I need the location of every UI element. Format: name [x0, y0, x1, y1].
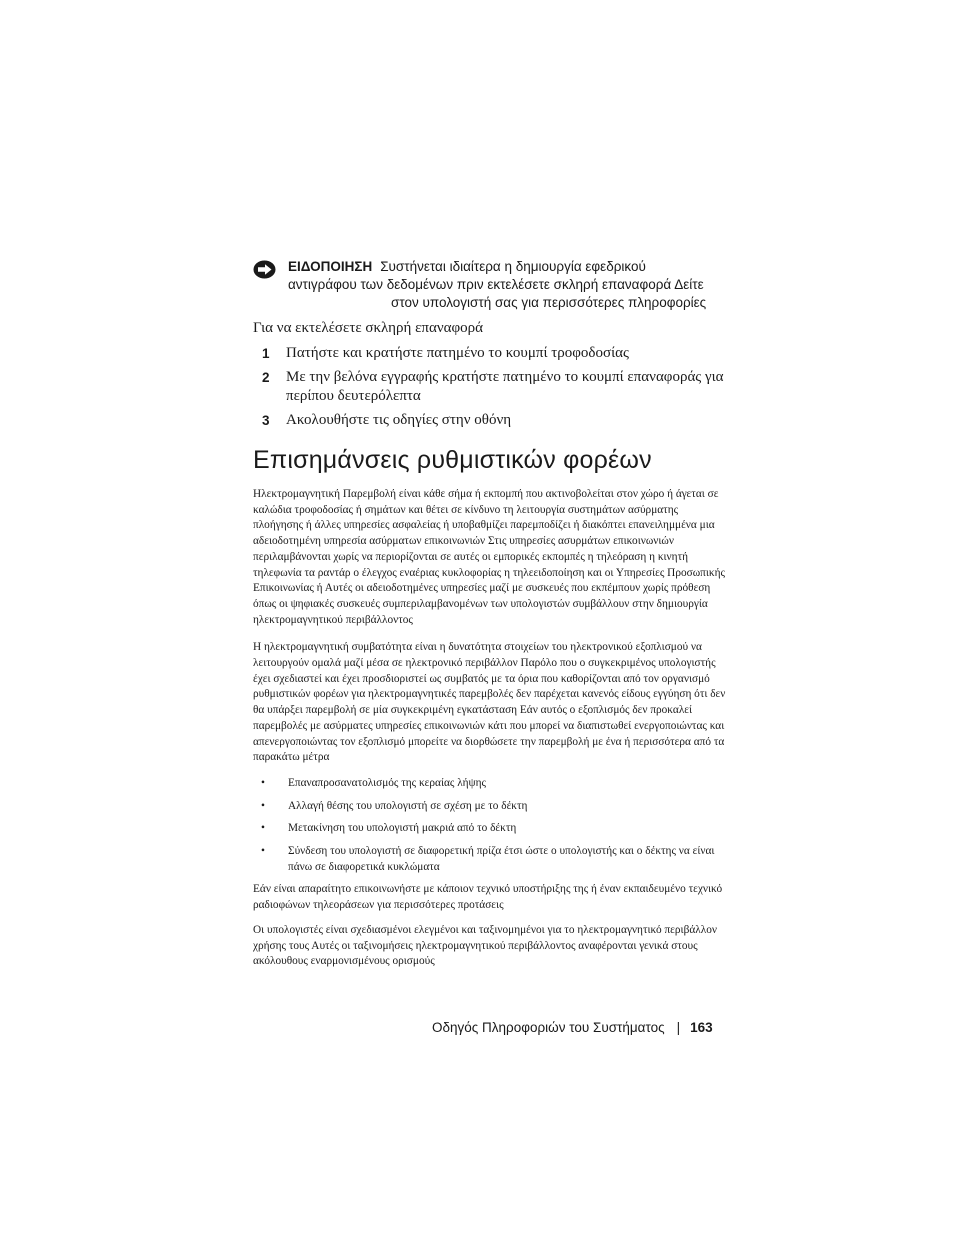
list-item-text: Σύνδεση του υπολογιστή σε διαφορετική πρίζα έτσι ώστε ο υπολογιστής και ο δέκτης να είναι πάνω σε διαφορετικά κυκλώματα — [288, 845, 715, 873]
step-item — [262, 344, 742, 363]
section-body — [253, 487, 731, 970]
procedure-steps — [262, 344, 742, 435]
list-item — [253, 776, 731, 792]
list-item-text: Μετακίνηση του υπολογιστή μακριά από το δέκτη — [288, 822, 517, 835]
notice-line-1: Συστήνεται ιδιαίτερα η δημιουργία εφεδρικού — [380, 259, 646, 274]
paragraph-support: Εάν είναι απαραίτητο επικοινωνήστε με κάποιον τεχνικό υποστήριξης της ή έναν εκπαιδευμένο τεχνικό ραδιοφώνων τηλεοράσεων για περισσότερες προτάσεις — [253, 883, 723, 912]
page-number: 163 — [690, 1020, 713, 1035]
notice-box — [253, 258, 733, 312]
step-text: Ακολουθήστε τις οδηγίες στην οθόνη — [286, 412, 512, 428]
procedure-intro: Για να εκτελέσετε σκληρή επαναφορά — [253, 320, 483, 336]
step-item — [262, 411, 742, 430]
step-number: 3 — [262, 413, 270, 428]
bullet-icon: • — [261, 845, 265, 858]
notice-label: ΕΙΔΟΠΟΙΗΣΗ — [288, 259, 373, 274]
list-item — [253, 844, 731, 875]
list-item-text: Αλλαγή θέσης του υπολογιστή σε σχέση με το δέκτη — [288, 799, 528, 812]
step-number: 1 — [262, 346, 270, 361]
paragraph-emc: Η ηλεκτρομαγνητική συμβατότητα είναι η δυνατότητα στοιχείων του ηλεκτρονικού εξοπλισμού να λειτουργούν ομαλά μαζί μέσα σε ηλεκτρονικό περιβάλλον Παρόλο που ο συγκεκριμένος υπολογιστής έχει σχεδιαστεί και έχει προσδιοριστεί ως συμβατός με τα όρια που καθορίζονται από τον οργανισμό ρυθμιστικών φορέων για ηλεκτρομαγνητικές παρεμβολές δεν παρέχεται κανενός είδους εγγύηση ότι δεν θα υπάρξει παρεμβολή σε μία συγκεκριμένη εγκατάσταση Εάν αυτός ο εξοπλισμός δεν προκαλεί παρεμβολές με ασύρματες υπηρεσίες επικοινωνιών κάτι που μπορεί να διαπιστωθεί ενεργοποιώντας και απενεργοποιώντας τον εξοπλισμό μπορείτε να διορθώσετε την παρεμβολή με ένα ή περισσότερα από τα παρακάτω μέτρα — [253, 641, 726, 764]
step-text: Με την βελόνα εγγραφής κρατήστε πατημένο το κουμπί επαναφοράς για περίπου δευτερόλεπτα — [286, 369, 724, 404]
list-item — [253, 799, 731, 815]
bullet-icon: • — [261, 799, 265, 812]
notice-line-3: στον υπολογιστή σας για περισσότερες πληροφορίες — [391, 295, 707, 310]
notice-text — [288, 258, 733, 312]
notice-line-2: αντιγράφου των δεδομένων πριν εκτελέσετε σκληρή επαναφορά Δείτε — [288, 277, 704, 292]
step-text: Πατήστε και κρατήστε πατημένο το κουμπί τροφοδοσίας — [286, 345, 629, 361]
footer-guide-title: Οδηγός Πληροφοριών του Συστήματος — [432, 1020, 665, 1035]
list-item — [253, 821, 731, 837]
measures-list — [253, 776, 731, 876]
step-number: 2 — [262, 370, 270, 385]
page-footer — [432, 1020, 713, 1035]
step-item — [262, 368, 742, 406]
section-title: Επισημάνσεις ρυθμιστικών φορέων — [253, 446, 652, 474]
bullet-icon: • — [261, 776, 265, 789]
notice-icon — [253, 260, 276, 279]
paragraph-emi: Ηλεκτρομαγνητική Παρεμβολή είναι κάθε σήμα ή εκπομπή που ακτινοβολείται στον χώρο ή άγεται σε καλώδια τροφοδοσίας ή σημάτων και θέτει σε κίνδυνο τη λειτουργία συστημάτων ασύρματης πλοήγησης ή άλλες υπηρεσίες ασφαλείας ή υποβαθμίζει παρεμποδίζει ή διακόπτει επανειλημμένα μια αδειοδοτημένη υπηρεσία ασύρματων επικοινωνιών Στις υπηρεσίες ασυρμάτων επικοινωνιών περιλαμβάνονται χωρίς να περιορίζονται σε αυτές οι εμπορικές εκπομπές η τηλεόραση η κινητή τηλεφωνία τα ραντάρ ο έλεγχος εναέριας κυκλοφορίας η τηλεειδοποίηση και οι Υπηρεσίες Προσωπικής Επικοινωνίας ή Αυτές οι αδειοδοτημένες υπηρεσίες μαζί με συσκευές που εκπέμπουν χωρίς πρόθεση όπως οι ψηφιακές συσκευές συμπεριλαμβανομένων των υπολογιστών συμβάλλουν στην δημιουργία ηλεκτρομαγνητικού περιβάλλοντος — [253, 488, 725, 626]
list-item-text: Επαναπροσανατολισμός της κεραίας λήψης — [288, 776, 486, 789]
footer-separator: | — [676, 1020, 681, 1035]
paragraph-classification: Οι υπολογιστές είναι σχεδιασμένοι ελεγμένοι και ταξινομημένοι για το ηλεκτρομαγνητικό περιβάλλον χρήσης τους Αυτές οι ταξινομήσεις ηλεκτρομαγνητικού περιβάλλοντος αναφέρονται γενικά στους ακόλουθους εναρμονισμένους ορισμούς — [253, 923, 717, 968]
bullet-icon: • — [261, 822, 265, 835]
